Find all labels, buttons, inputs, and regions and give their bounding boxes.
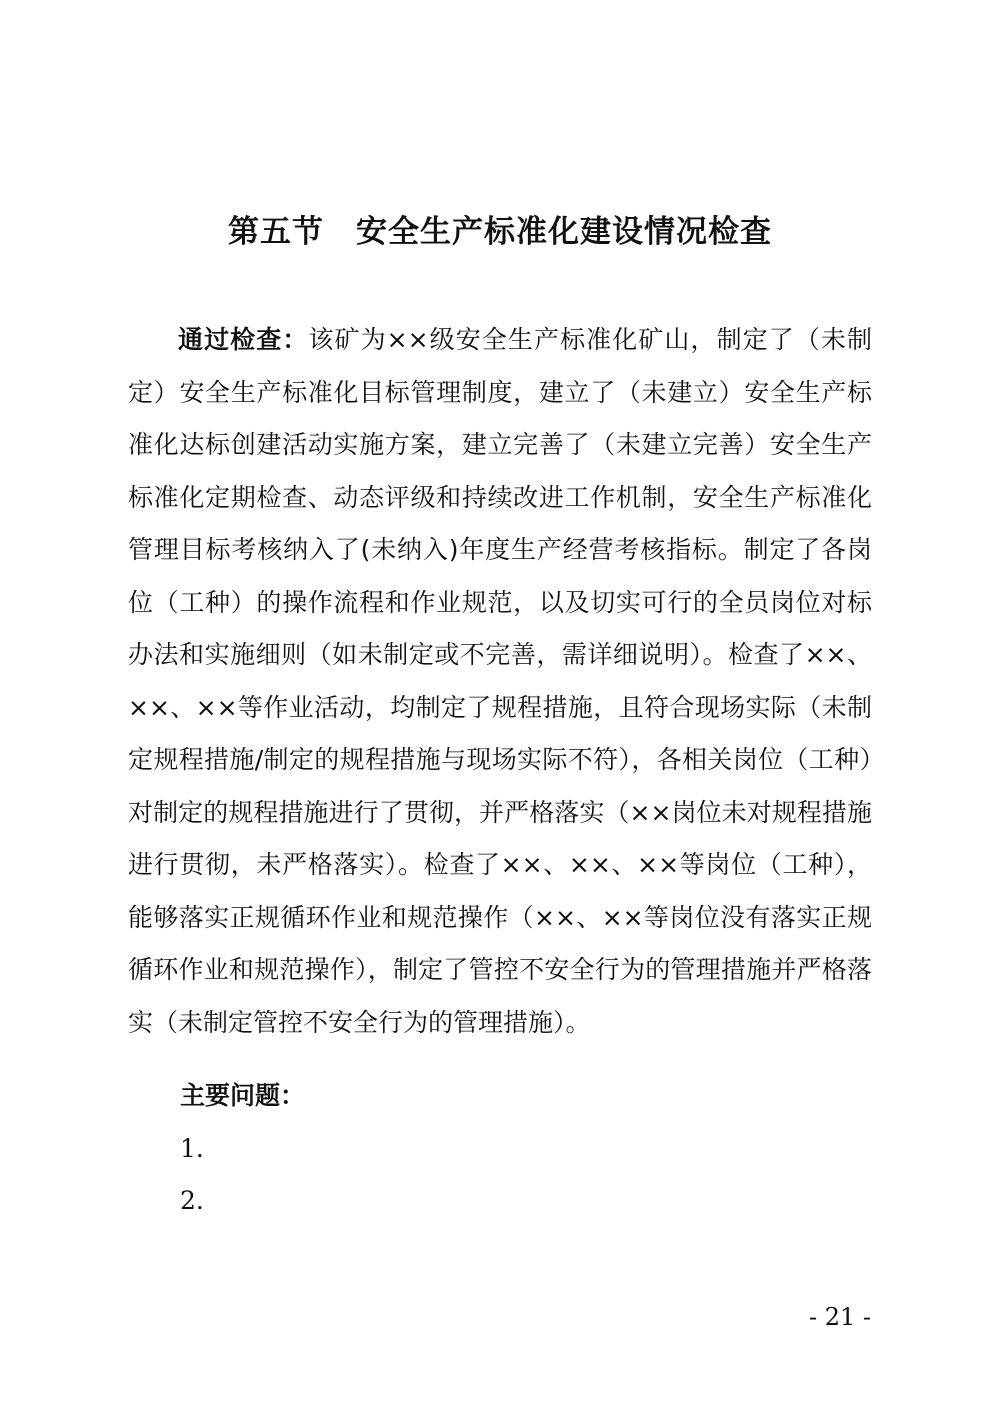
paragraph-lead: 通过检查：: [178, 325, 309, 354]
paragraph-text: 该矿为××级安全生产标准化矿山，制定了（未制定）安全生产标准化目标管理制度，建立了（未建立）安全生产标准化达标创建活动实施方案，建立完善了（未建立完善）安全生产标准化定期检查、动态评级和持续改进工作机制，安全生产标准化管理目标考核纳入了(未纳入)年度生产经营考核指标。制定了各岗位（工种）的操作流程和作业规范，以及切实可行的全员岗位对标办法和实施细则（如未制定或不完善，需详细说明）。检查了××、××、××等作业活动，均制定了规程措施，且符合现场实际（未制定规程措施/制定的规程措施与现场实际不符），各相关岗位（工种）对制定的规程措施进行了贯彻，并严格落实（××岗位未对规程措施进行贯彻，未严格落实）。检查了××、××、××等岗位（工种），能够落实正规循环作业和规范操作（××、××等岗位没有落实正规循环作业和规范操作），制定了管控不安全行为的管理措施并严格落实（未制定管控不安全行为的管理措施）。: [128, 325, 872, 1037]
inspection-paragraph: [128, 314, 872, 1049]
problem-item-1: 1.: [180, 1133, 204, 1163]
problems-heading: 主要问题：: [180, 1081, 306, 1110]
problems-section: [180, 1070, 780, 1228]
section-title: 第五节 安全生产标准化建设情况检查: [228, 214, 772, 250]
page-number: - 21 -: [808, 1303, 871, 1331]
problem-item-2: 2.: [180, 1186, 204, 1215]
